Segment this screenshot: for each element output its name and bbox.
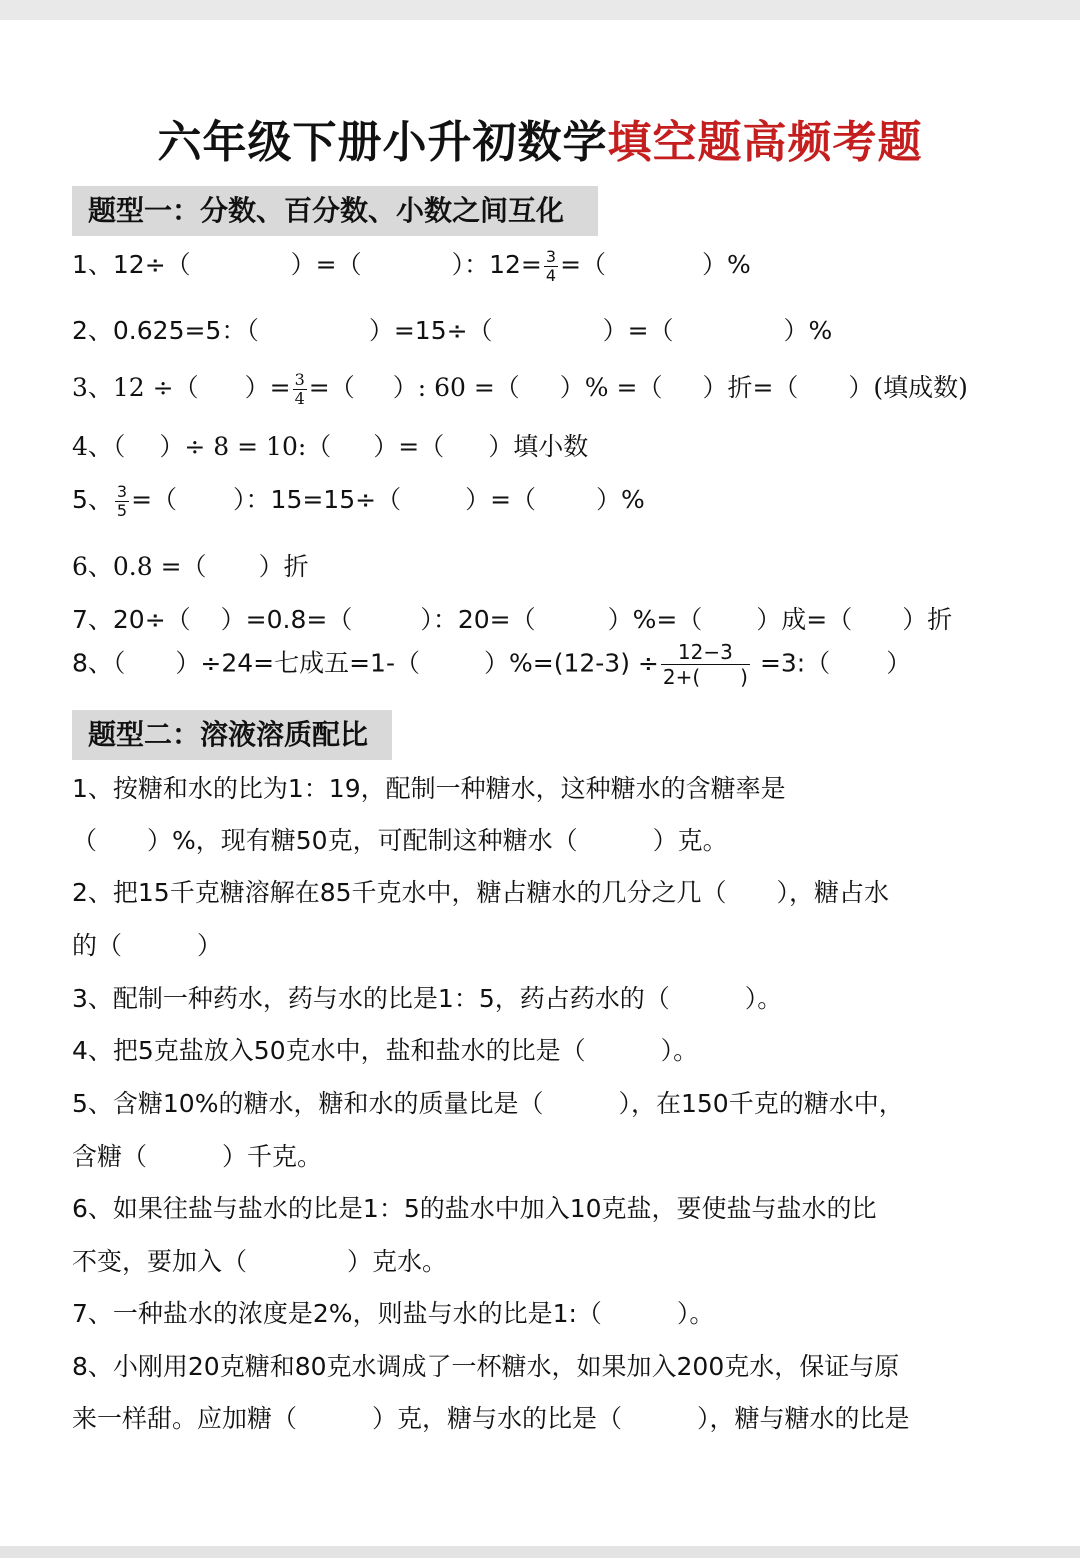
s2-line-12: 8、小刚用20克糖和80克水调成了一杯糖水，如果加入200克水，保证与原 xyxy=(72,1352,900,1381)
s2-line-9: 6、如果往盐与盐水的比是1：5的盐水中加入10克盐，要使盐与盐水的比 xyxy=(72,1194,877,1223)
s2-line-1: 1、按糖和水的比为1：19，配制一种糖水，这种糖水的含糖率是 xyxy=(72,774,786,803)
title-black-part: 六年级下册小升初数学 xyxy=(157,117,608,168)
s1-question-1: 1、12÷（ ）=（ ）：12= $\frac{3}{4}$ =（ ）% xyxy=(72,246,751,285)
fraction: $\frac{3}{4}$ xyxy=(545,246,557,285)
section1-heading: 题型一：分数、百分数、小数之间互化 xyxy=(72,186,598,236)
s2-line-11: 7、一种盐水的浓度是2%，则盐与水的比是1:（ ）。 xyxy=(72,1299,715,1328)
s1-question-7: 7、20÷（ ）=0.8=（ ）：20=（ ）%=（ ）成=（ ）折 xyxy=(72,605,953,634)
s2-line-10: 不变，要加入（ ）克水。 xyxy=(72,1247,448,1276)
s2-line-7: 5、含糖10%的糖水，糖和水的质量比是（ ），在150千克的糖水中， xyxy=(72,1089,904,1118)
fraction: $\frac{3}{5}$ xyxy=(116,481,128,520)
title-red-part: 填空题高频考题 xyxy=(607,117,923,168)
s2-line-4: 的（ ） xyxy=(72,931,223,960)
s1-question-5: 5、 $\frac{3}{5}$ =（ ）：15=15÷（ ）=（ ）% xyxy=(72,481,645,520)
s1-question-8: 8、（ ）÷24=七成五=1-（ ）%=(12-3) ÷ $\frac{12-3}{2+( )}$ =3:（ ） xyxy=(72,640,912,689)
fraction: $\frac{3}{4}$ xyxy=(294,370,305,408)
section2-heading: 题型二：溶液溶质配比 xyxy=(72,710,392,760)
page-title xyxy=(0,106,1080,170)
s1-question-3: 3、12 ÷（ ）= $\frac{3}{4}$ =（ ）: 60 =（ ）% =（ ）折=（ ）(填成数) xyxy=(72,370,968,408)
s2-line-8: 含糖（ ）千克。 xyxy=(72,1142,323,1171)
bottom-page-edge xyxy=(0,1546,1080,1558)
s1-question-6: 6、0.8 =（ ）折 xyxy=(72,552,309,581)
top-page-edge xyxy=(0,0,1080,20)
s1-question-4: 4、（ ）÷ 8 = 10:（ ）=（ ）填小数 xyxy=(72,432,589,461)
fraction: $\frac{12-3}{2+( )}$ xyxy=(662,640,748,689)
s2-line-13: 来一样甜。应加糖（ ）克，糖与水的比是（ ），糖与糖水的比是 xyxy=(72,1404,910,1433)
s2-line-6: 4、把5克盐放入50克水中，盐和盐水的比是（ ）。 xyxy=(72,1036,699,1065)
s2-line-3: 2、把15千克糖溶解在85千克水中，糖占糖水的几分之几（ ），糖占水 xyxy=(72,878,890,907)
s1-question-2: 2、0.625=5：（ ）=15÷（ ）=（ ）% xyxy=(72,316,833,345)
s2-line-5: 3、配制一种药水，药与水的比是1：5，药占药水的（ ）。 xyxy=(72,984,783,1013)
s2-line-2: （ ）%，现有糖50克，可配制这种糖水（ ）克。 xyxy=(72,826,728,855)
